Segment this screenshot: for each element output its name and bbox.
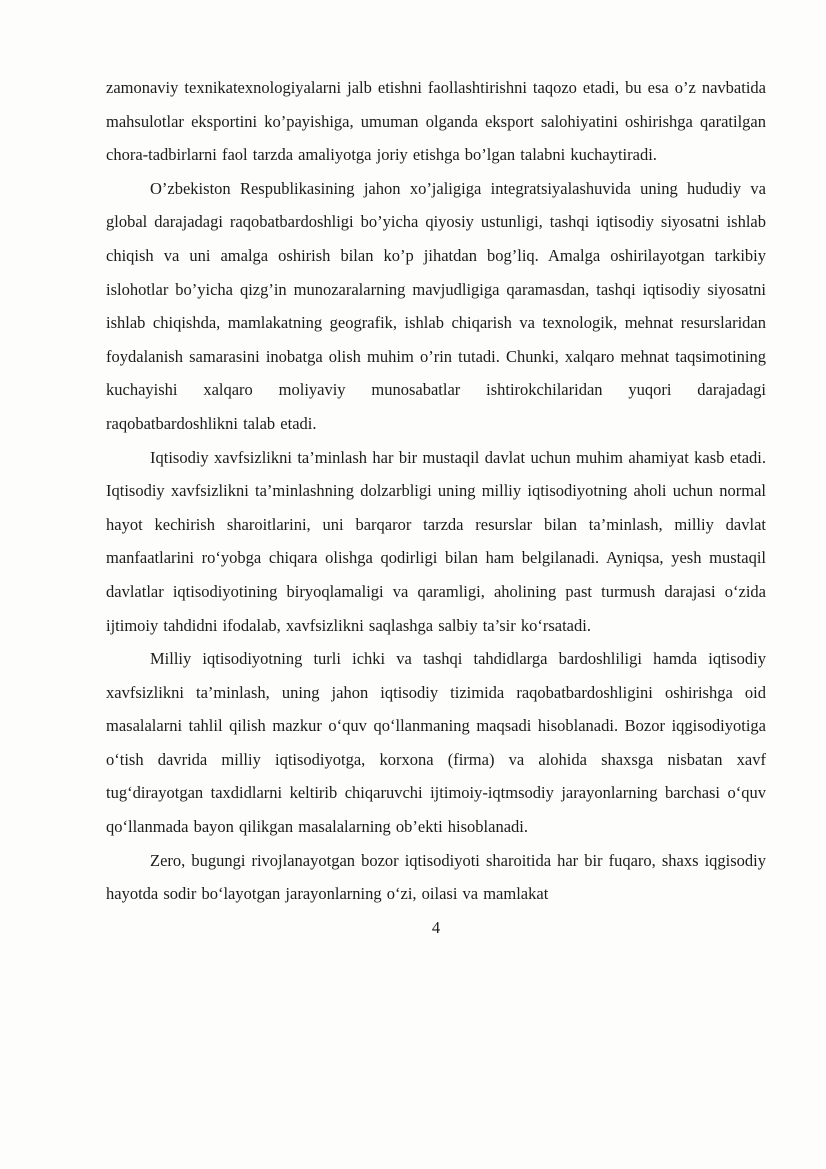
paragraph: Zero, bugungi rivojlanayotgan bozor iqtisodiyoti sharoitida har bir fuqaro, shaxs iqgisodiy hayotda sodir boʻlayotgan jarayonlarning oʻzi, oilasi va mamlakat <box>106 850 766 904</box>
paragraph: Iqtisodiy xavfsizlikni ta’minlash har bir mustaqil davlat uchun muhim ahamiyat kasb etadi. Iqtisodiy xavfsizlikni ta’minlashning dolzarbligi uning milliy iqtisodiyotning aholi uchun normal hayot kechirish sharoitlarini, uni barqaror tarzda resurslar bilan ta’minlash, milliy davlat manfaatlarini roʻyobga chiqara olishga qodirligi bilan ham belgilanadi. Ayniqsa, yesh mustaqil davlatlar iqtisodiyotining biryoqlamaligi va qaramligi, aholining past turmush darajasi oʻzida ijtimoiy tahdidni ifodalab, xavfsizlikni saqlashga salbiy ta’sir koʻrsatadi. <box>106 447 766 635</box>
paragraph: O’zbekiston Respublikasining jahon xo’jaligiga integratsiyalashuvida uning hududiy va global darajadagi raqobatbardoshligi bo’yicha qiyosiy ustunligi, tashqi iqtisodiy siyosatni ishlab chiqish va uni amalga oshirish bilan ko’p jihatdan bog’liq. Amalga oshirilayotgan tarkibiy islohotlar bo’yicha qizg’in munozaralarning mavjudligiga qaramasdan, tashqi iqtisodiy siyosatni ishlab chiqishda, mamlakatning geografik, ishlab chiqarish va texnologik, mehnat resurslaridan foydalanish samarasini inobatga olish muhim o’rin tutadi. Chunki, xalqaro mehnat taqsimotining kuchayishi xalqaro moliyaviy munosabatlar ishtirokchilaridan yuqori darajadagi raqobatbardoshlikni talab etadi. <box>106 178 766 433</box>
page-number: 4 <box>431 917 441 937</box>
paragraph-continued-from-previous-page: zamonaviy texnikatexnologiyalarni jalb etishni faollashtirishni taqozo etadi, bu esa o’z navbatida mahsulotlar eksportini ko’payishiga, umuman olganda eksport salohiyatini oshirishga qaratilgan chora-tadbirlarni faol tarzda amaliyotga joriy etishga bo’lgan talabni kuchaytiradi. <box>106 78 766 165</box>
page-body-text <box>106 71 766 944</box>
paragraph: Milliy iqtisodiyotning turli ichki va tashqi tahdidlarga bardoshliligi hamda iqtisodiy xavfsizlikni ta’minlash, uning jahon iqtisodiy tizimida raqobatbardoshligini oshirishga oid masalalarni tahlil qilish mazkur oʻquv qoʻllanmaning maqsadi hisoblanadi. Bozor iqgisodiyotiga oʻtish davrida milliy iqtisodiyotga, korxona (firma) va alohida shaxsga nisbatan xavf tugʻdirayotgan taxdidlarni keltirib chiqaruvchi ijtimoiy-iqtmsodiy jarayonlarning barchasi oʻquv qoʻllanmada bayon qilikgan masalalarning ob’ekti hisoblanadi. <box>106 649 766 837</box>
